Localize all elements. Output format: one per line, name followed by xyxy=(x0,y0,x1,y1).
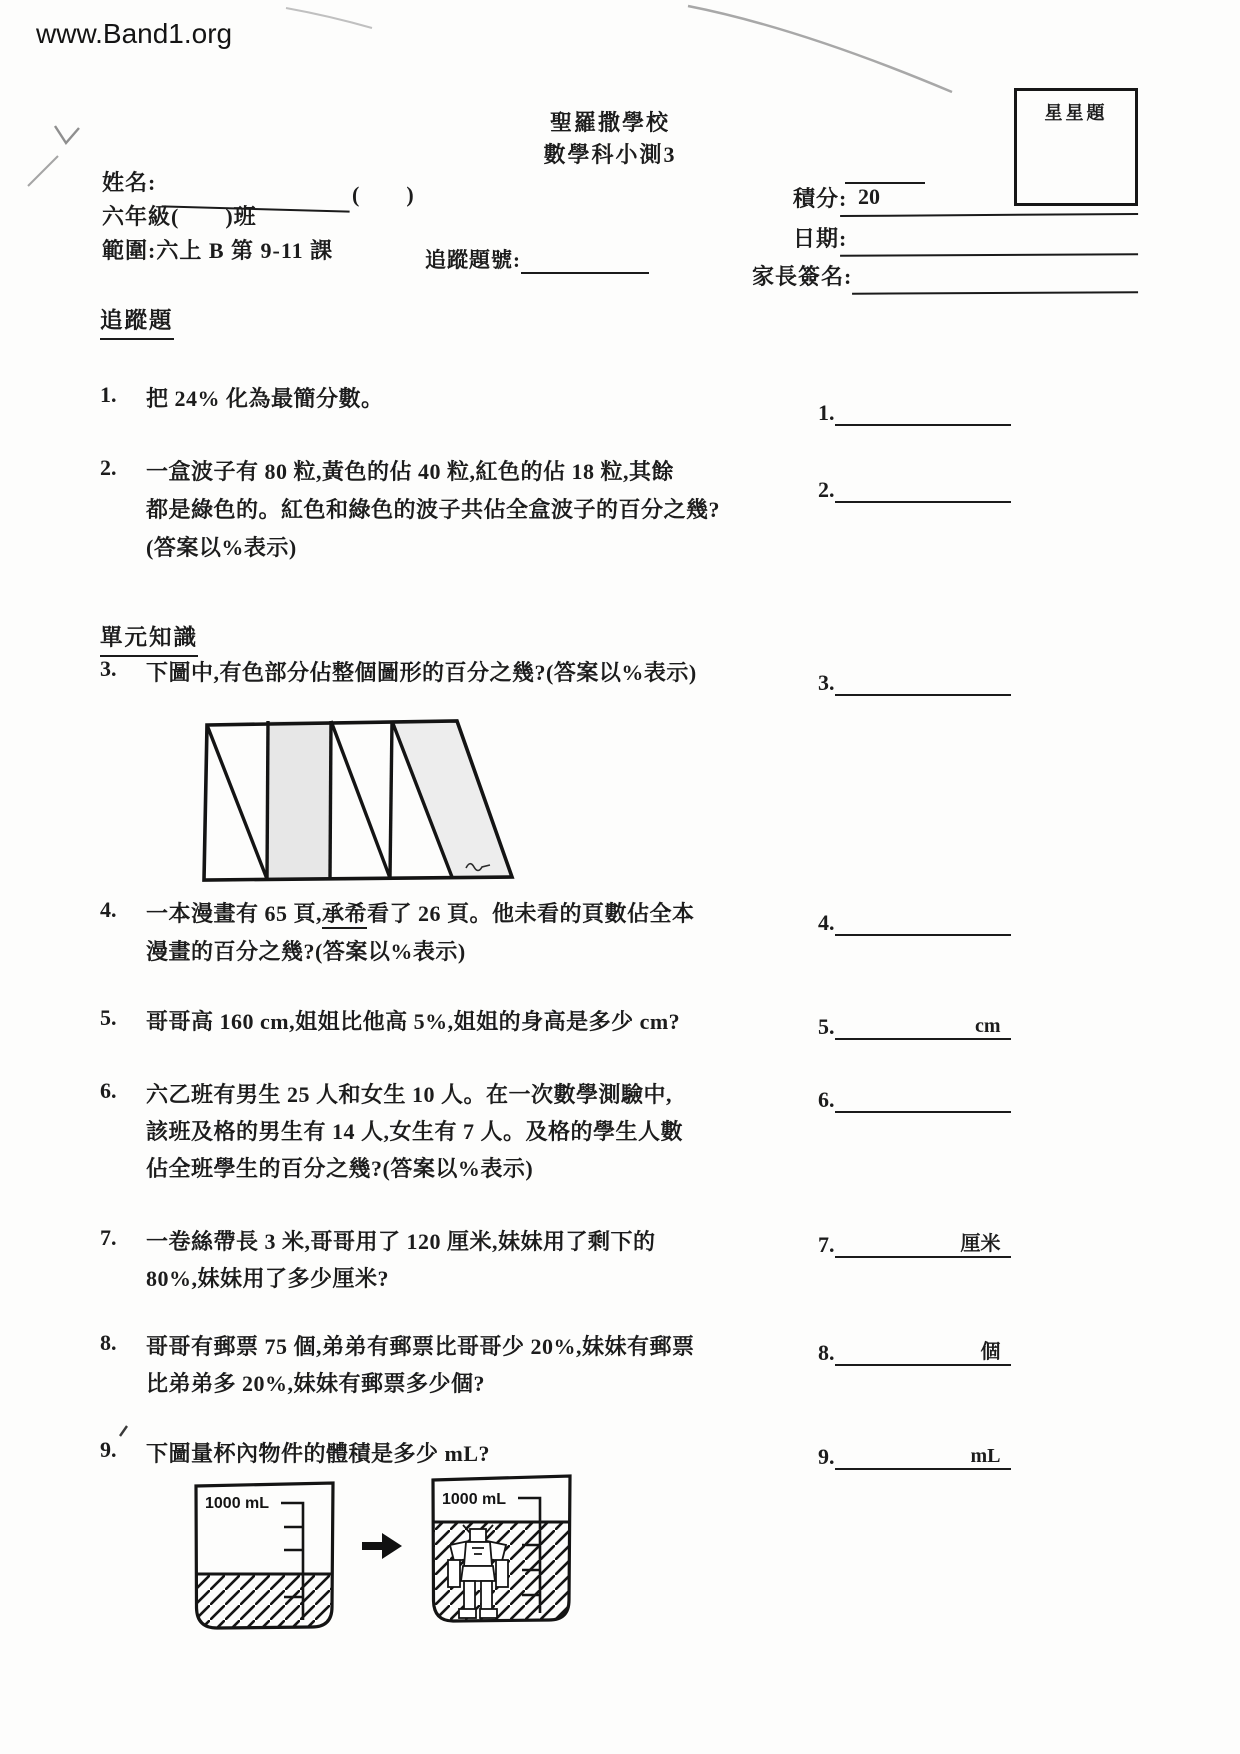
question-5-number: 5. xyxy=(100,1005,117,1030)
section-heading-unit-knowledge: 單元知識 xyxy=(100,620,198,657)
question-3 xyxy=(100,656,860,688)
answer-9-number: 9. xyxy=(818,1444,835,1469)
question-6 xyxy=(100,1078,880,1196)
figure-shaded-strip xyxy=(267,721,331,879)
question-2-line: (答案以%表示) xyxy=(146,535,297,560)
answer-5 xyxy=(818,1012,1011,1040)
answer-3 xyxy=(818,668,1011,696)
question-1-number: 1. xyxy=(100,382,117,407)
answer-7-blank xyxy=(835,1230,1011,1258)
answer-6 xyxy=(818,1085,1011,1113)
question-8-line: 哥哥有郵票 75 個,弟弟有郵票比哥哥少 20%,妹妹有郵票 xyxy=(146,1334,695,1359)
test-title: 數學科小測3 xyxy=(543,142,677,167)
answer-4-number: 4. xyxy=(818,910,835,935)
arrow-right-icon xyxy=(362,1533,402,1559)
robot-head xyxy=(470,1529,486,1542)
beaker-capacity-label: 1000 mL xyxy=(205,1495,270,1512)
name-parens: ( ) xyxy=(352,182,415,207)
name-label: 姓名: xyxy=(102,170,157,195)
question-9-number: 9. xyxy=(100,1437,117,1462)
class-line: 六年級( )班 xyxy=(102,204,257,229)
answer-1 xyxy=(818,398,1011,426)
question-8-line: 比弟弟多 20%,妹妹有郵票多少個? xyxy=(146,1371,486,1396)
answer-4-blank xyxy=(835,908,1011,936)
question-3-line: 下圖中,有色部分佔整個圖形的百分之幾?(答案以%表示) xyxy=(146,660,697,685)
score-value: 20 xyxy=(858,184,880,209)
question-2-line: 一盒波子有 80 粒,黃色的佔 40 粒,紅色的佔 18 粒,其餘 xyxy=(146,459,675,484)
date-label: 日期: xyxy=(793,226,848,251)
question-3-number: 3. xyxy=(100,656,117,681)
crease-mark xyxy=(688,6,952,92)
crease-mark xyxy=(286,8,372,28)
question-5-line: 哥哥高 160 cm,姐姐比他高 5%,姐姐的身高是多少 cm? xyxy=(146,1009,681,1034)
question-4-text: 一本漫畫有 65 頁, xyxy=(146,901,323,926)
question-4-number: 4. xyxy=(100,897,117,922)
star-question-label: 星星題 xyxy=(1044,103,1108,123)
answer-3-number: 3. xyxy=(818,670,835,695)
answer-8-unit: 個 xyxy=(980,1341,1001,1363)
question-2 xyxy=(100,455,860,573)
question-3-figure-shaded-shape xyxy=(190,710,530,892)
beaker-before xyxy=(190,1483,340,1634)
scope-line: 範圍:六上 B 第 9-11 課 xyxy=(102,238,334,263)
answer-2-blank xyxy=(835,475,1011,503)
answer-6-number: 6. xyxy=(818,1087,835,1112)
school-name: 聖羅撒學校 xyxy=(549,110,670,135)
answer-9 xyxy=(818,1442,1011,1470)
answer-8-blank xyxy=(835,1338,1011,1366)
answer-1-number: 1. xyxy=(818,400,835,425)
question-7-line: 80%,妹妹用了多少厘米? xyxy=(146,1266,390,1291)
question-6-line: 佔全班學生的百分之幾?(答案以%表示) xyxy=(146,1156,534,1181)
answer-7-unit: 厘米 xyxy=(960,1233,1001,1255)
crease-mark xyxy=(28,156,58,186)
answer-2-number: 2. xyxy=(818,477,835,502)
answer-6-blank xyxy=(835,1085,1011,1113)
section-heading-tracking: 追蹤題 xyxy=(100,303,174,340)
question-6-line: 六乙班有男生 25 人和女生 10 人。在一次數學測驗中, xyxy=(146,1082,673,1107)
tracking-number-label: 追蹤題號: xyxy=(425,248,521,272)
figure-divider xyxy=(390,721,392,878)
robot-arm xyxy=(496,1560,508,1587)
question-4-line xyxy=(146,897,695,928)
tracking-number-row xyxy=(425,244,649,274)
figure-divider xyxy=(330,721,331,879)
beaker-after xyxy=(428,1476,578,1627)
tracking-number-blank xyxy=(521,248,649,274)
robot-arm xyxy=(448,1560,460,1587)
score-blank-line xyxy=(840,185,1138,217)
question-1-line: 把 24% 化為最簡分數。 xyxy=(146,386,384,411)
answer-4 xyxy=(818,908,1011,936)
answer-2 xyxy=(818,475,1011,503)
answer-8 xyxy=(818,1338,1011,1366)
answer-1-blank xyxy=(835,398,1011,426)
question-9-line: 下圖量杯內物件的體積是多少 mL? xyxy=(146,1441,491,1466)
question-4 xyxy=(100,897,880,977)
question-1 xyxy=(100,382,860,414)
check-mark-artifact xyxy=(55,126,79,143)
robot-hips xyxy=(461,1566,495,1581)
score-label: 積分: xyxy=(793,186,848,211)
robot-foot xyxy=(459,1609,476,1618)
answer-7 xyxy=(818,1230,1011,1258)
watermark-text: www.Band1.org xyxy=(36,18,233,49)
answer-7-number: 7. xyxy=(818,1232,835,1257)
robot-foot xyxy=(480,1609,497,1618)
date-blank-line xyxy=(840,225,1138,257)
question-7-number: 7. xyxy=(100,1225,117,1250)
question-4-underlined-name: 承希 xyxy=(322,901,367,929)
answer-9-blank xyxy=(835,1442,1011,1470)
question-6-number: 6. xyxy=(100,1078,117,1103)
water-hatch xyxy=(190,1574,340,1634)
answer-3-blank xyxy=(835,668,1011,696)
question-8 xyxy=(100,1330,880,1410)
question-2-number: 2. xyxy=(100,455,117,480)
question-4-text: 看了 26 頁。他未看的頁數佔全本 xyxy=(367,901,695,926)
stray-tick-mark xyxy=(120,1426,127,1436)
answer-5-number: 5. xyxy=(818,1014,835,1039)
robot-leg xyxy=(481,1581,492,1610)
answer-9-unit: mL xyxy=(970,1445,1001,1467)
beaker-capacity-label: 1000 mL xyxy=(442,1491,507,1508)
question-4-line: 漫畫的百分之幾?(答案以%表示) xyxy=(146,939,466,964)
question-9-figure-beakers xyxy=(180,1470,610,1645)
robot-leg xyxy=(464,1581,475,1610)
question-5 xyxy=(100,1005,880,1037)
question-2-line: 都是綠色的。紅色和綠色的波子共佔全盒波子的百分之幾? xyxy=(146,497,721,522)
parent-signature-label: 家長簽名: xyxy=(752,264,853,289)
answer-8-number: 8. xyxy=(818,1340,835,1365)
figure-divider xyxy=(267,721,268,879)
score-overline xyxy=(845,182,925,184)
question-6-line: 該班及格的男生有 14 人,女生有 7 人。及格的學生人數 xyxy=(146,1119,684,1144)
question-7-line: 一卷絲帶長 3 米,哥哥用了 120 厘米,妹妹用了剩下的 xyxy=(146,1229,656,1254)
question-8-number: 8. xyxy=(100,1330,117,1355)
answer-5-unit: cm xyxy=(974,1015,1001,1037)
question-9 xyxy=(100,1437,880,1469)
parent-signature-blank-line xyxy=(852,263,1138,294)
answer-5-blank xyxy=(835,1012,1011,1040)
question-7 xyxy=(100,1225,880,1305)
